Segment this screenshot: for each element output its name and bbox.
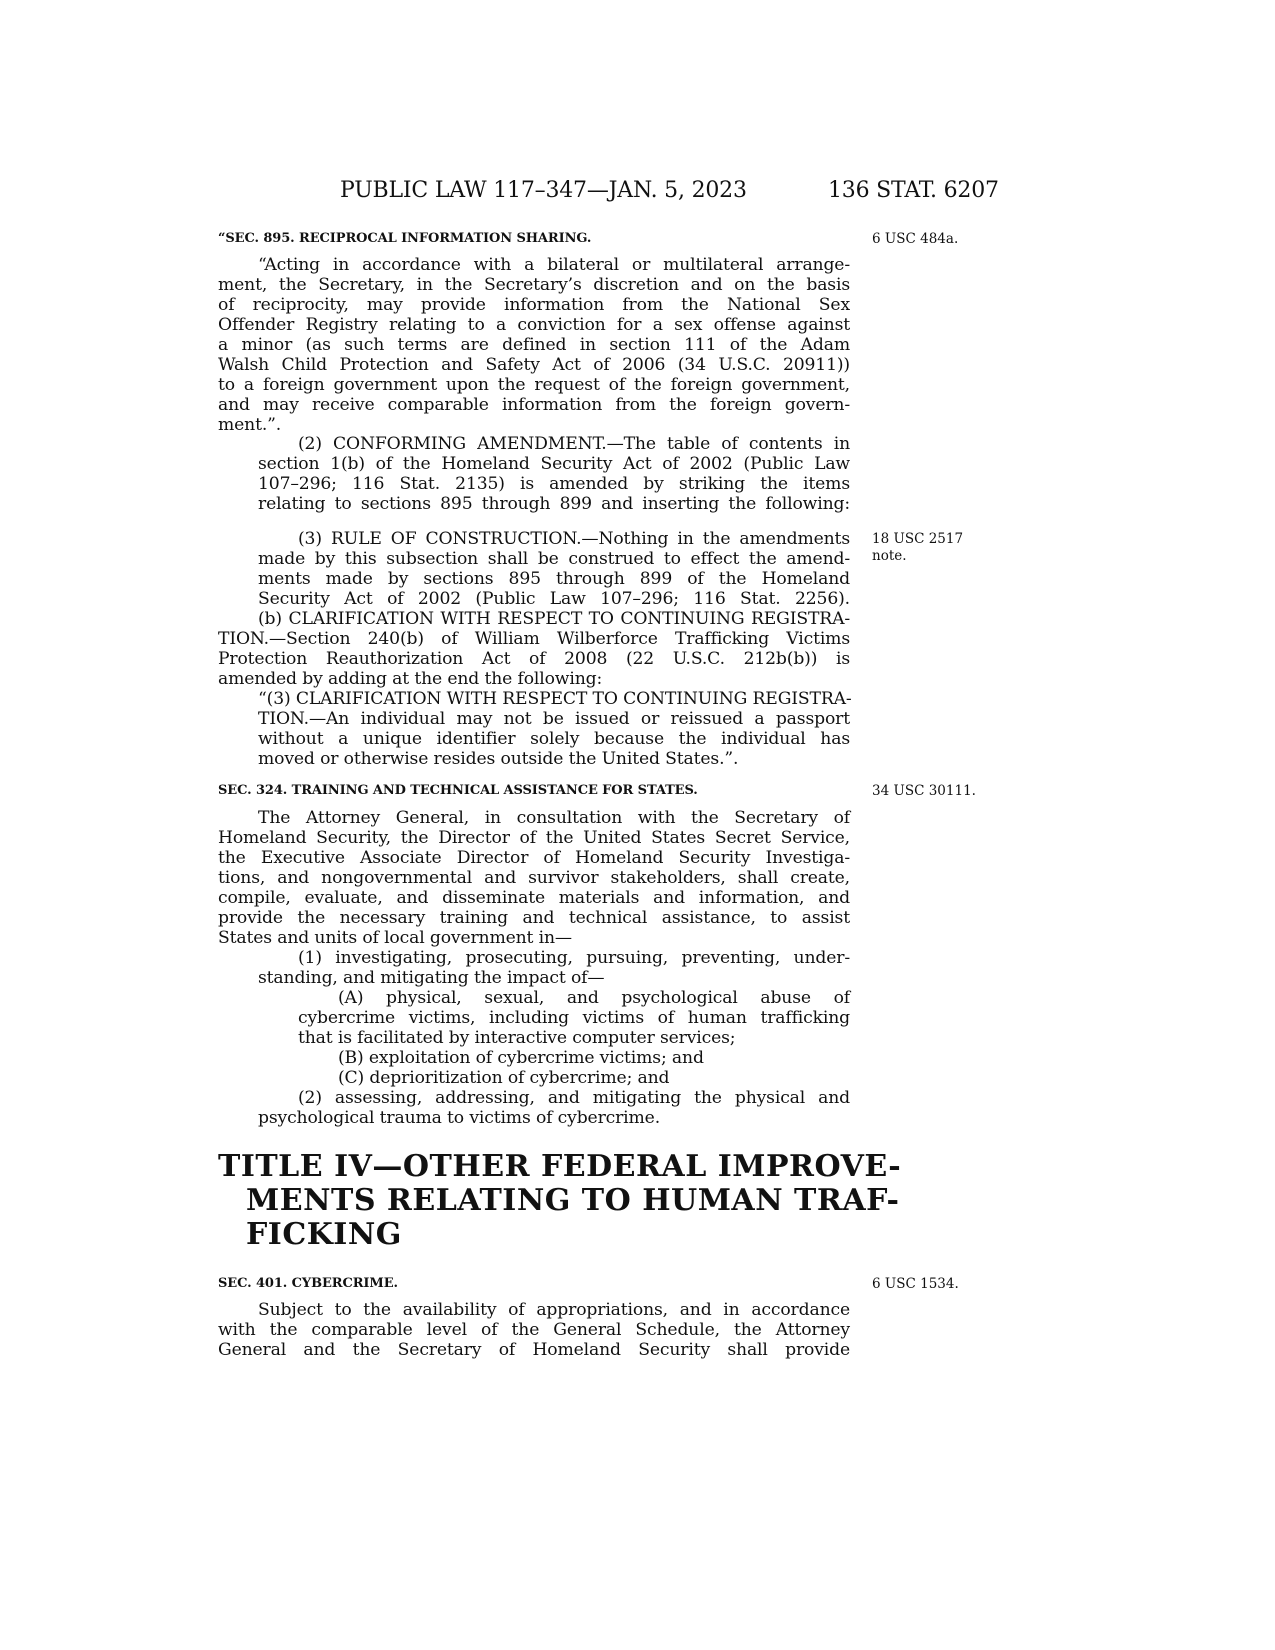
paragraph-line: TION.—Section 240(b) of William Wilberforce Trafficking Victims [218, 629, 850, 649]
paragraph-line: standing, and mitigating the impact of— [258, 968, 605, 988]
section-heading-401: SEC. 401. CYBERCRIME. [218, 1276, 398, 1291]
paragraph-line: Subject to the availability of appropriations, and in accordance [258, 1300, 850, 1320]
header-stat-page: 136 STAT. 6207 [828, 178, 999, 203]
paragraph-line: with the comparable level of the General Schedule, the Attorney [218, 1320, 850, 1340]
paragraph-line: compile, evaluate, and disseminate materials and information, and [218, 888, 850, 908]
margin-note-324: 34 USC 30111. [872, 783, 976, 799]
paragraph-line: cybercrime victims, including victims of human trafficking [298, 1008, 850, 1028]
paragraph-line: (3) RULE OF CONSTRUCTION.—Nothing in the amendments [298, 529, 850, 549]
paragraph-line: TION.—An individual may not be issued or reissued a passport [258, 709, 850, 729]
paragraph-line: (2) assessing, addressing, and mitigating the physical and [298, 1088, 850, 1108]
paragraph-line: Protection Reauthorization Act of 2008 (22 U.S.C. 212b(b)) is [218, 649, 850, 669]
paragraph-line: Offender Registry relating to a conviction for a sex offense against [218, 315, 850, 335]
paragraph-line: Homeland Security, the Director of the United States Secret Service, [218, 828, 850, 848]
paragraph-line: “Acting in accordance with a bilateral or multilateral arrange- [258, 255, 850, 275]
paragraph-line: (2) CONFORMING AMENDMENT.—The table of contents in [298, 434, 850, 454]
paragraph-line: relating to sections 895 through 899 and inserting the following: [258, 494, 850, 514]
paragraph-line: The Attorney General, in consultation with the Secretary of [258, 808, 850, 828]
paragraph-line: (B) exploitation of cybercrime victims; and [338, 1048, 704, 1068]
paragraph-line: provide the necessary training and technical assistance, to assist [218, 908, 850, 928]
paragraph-line: moved or otherwise resides outside the United States.”. [258, 749, 739, 769]
paragraph-line: ment, the Secretary, in the Secretary’s discretion and on the basis [218, 275, 850, 295]
margin-note-401: 6 USC 1534. [872, 1276, 959, 1292]
paragraph-line: ments made by sections 895 through 899 of the Homeland [258, 569, 850, 589]
paragraph-line: (b) CLARIFICATION WITH RESPECT TO CONTINUING REGISTRA- [258, 609, 850, 629]
margin-note-2517: 18 USC 2517 [872, 531, 964, 547]
paragraph-line: without a unique identifier solely because the individual has [258, 729, 850, 749]
paragraph-line: Security Act of 2002 (Public Law 107–296; 116 Stat. 2256). [258, 589, 850, 609]
paragraph-line: ment.”. [218, 415, 282, 435]
title-heading: TITLE IV—OTHER FEDERAL IMPROVE- [218, 1149, 902, 1184]
paragraph-line: and may receive comparable information from the foreign govern- [218, 395, 850, 415]
margin-note-2517-note: note. [872, 548, 907, 564]
paragraph-line: that is facilitated by interactive computer services; [298, 1028, 736, 1048]
paragraph-line: the Executive Associate Director of Homeland Security Investiga- [218, 848, 850, 868]
title-heading: FICKING [246, 1217, 402, 1252]
paragraph-line: (1) investigating, prosecuting, pursuing, preventing, under- [298, 948, 850, 968]
margin-note-895: 6 USC 484a. [872, 231, 959, 247]
paragraph-line: section 1(b) of the Homeland Security Act of 2002 (Public Law [258, 454, 850, 474]
paragraph-line: psychological trauma to victims of cybercrime. [258, 1108, 661, 1128]
paragraph-line: to a foreign government upon the request of the foreign government, [218, 375, 850, 395]
paragraph-line: tions, and nongovernmental and survivor stakeholders, shall create, [218, 868, 850, 888]
paragraph-line: (C) deprioritization of cybercrime; and [338, 1068, 670, 1088]
paragraph-line: amended by adding at the end the following: [218, 669, 603, 689]
paragraph-line: 107–296; 116 Stat. 2135) is amended by striking the items [258, 474, 850, 494]
section-heading-895: “SEC. 895. RECIPROCAL INFORMATION SHARING. [218, 231, 592, 246]
paragraph-line: Walsh Child Protection and Safety Act of 2006 (34 U.S.C. 20911)) [218, 355, 850, 375]
section-heading-324: SEC. 324. TRAINING AND TECHNICAL ASSISTANCE FOR STATES. [218, 783, 698, 798]
paragraph-line: States and units of local government in— [218, 928, 572, 948]
paragraph-line: of reciprocity, may provide information from the National Sex [218, 295, 850, 315]
paragraph-line: General and the Secretary of Homeland Security shall provide [218, 1340, 850, 1360]
title-heading: MENTS RELATING TO HUMAN TRAF- [246, 1183, 900, 1218]
paragraph-line: made by this subsection shall be construed to effect the amend- [258, 549, 850, 569]
header-public-law: PUBLIC LAW 117–347—JAN. 5, 2023 [340, 178, 747, 203]
paragraph-line: a minor (as such terms are defined in section 111 of the Adam [218, 335, 850, 355]
paragraph-line: (A) physical, sexual, and psychological abuse of [338, 988, 850, 1008]
paragraph-line: “(3) CLARIFICATION WITH RESPECT TO CONTINUING REGISTRA- [258, 689, 852, 709]
